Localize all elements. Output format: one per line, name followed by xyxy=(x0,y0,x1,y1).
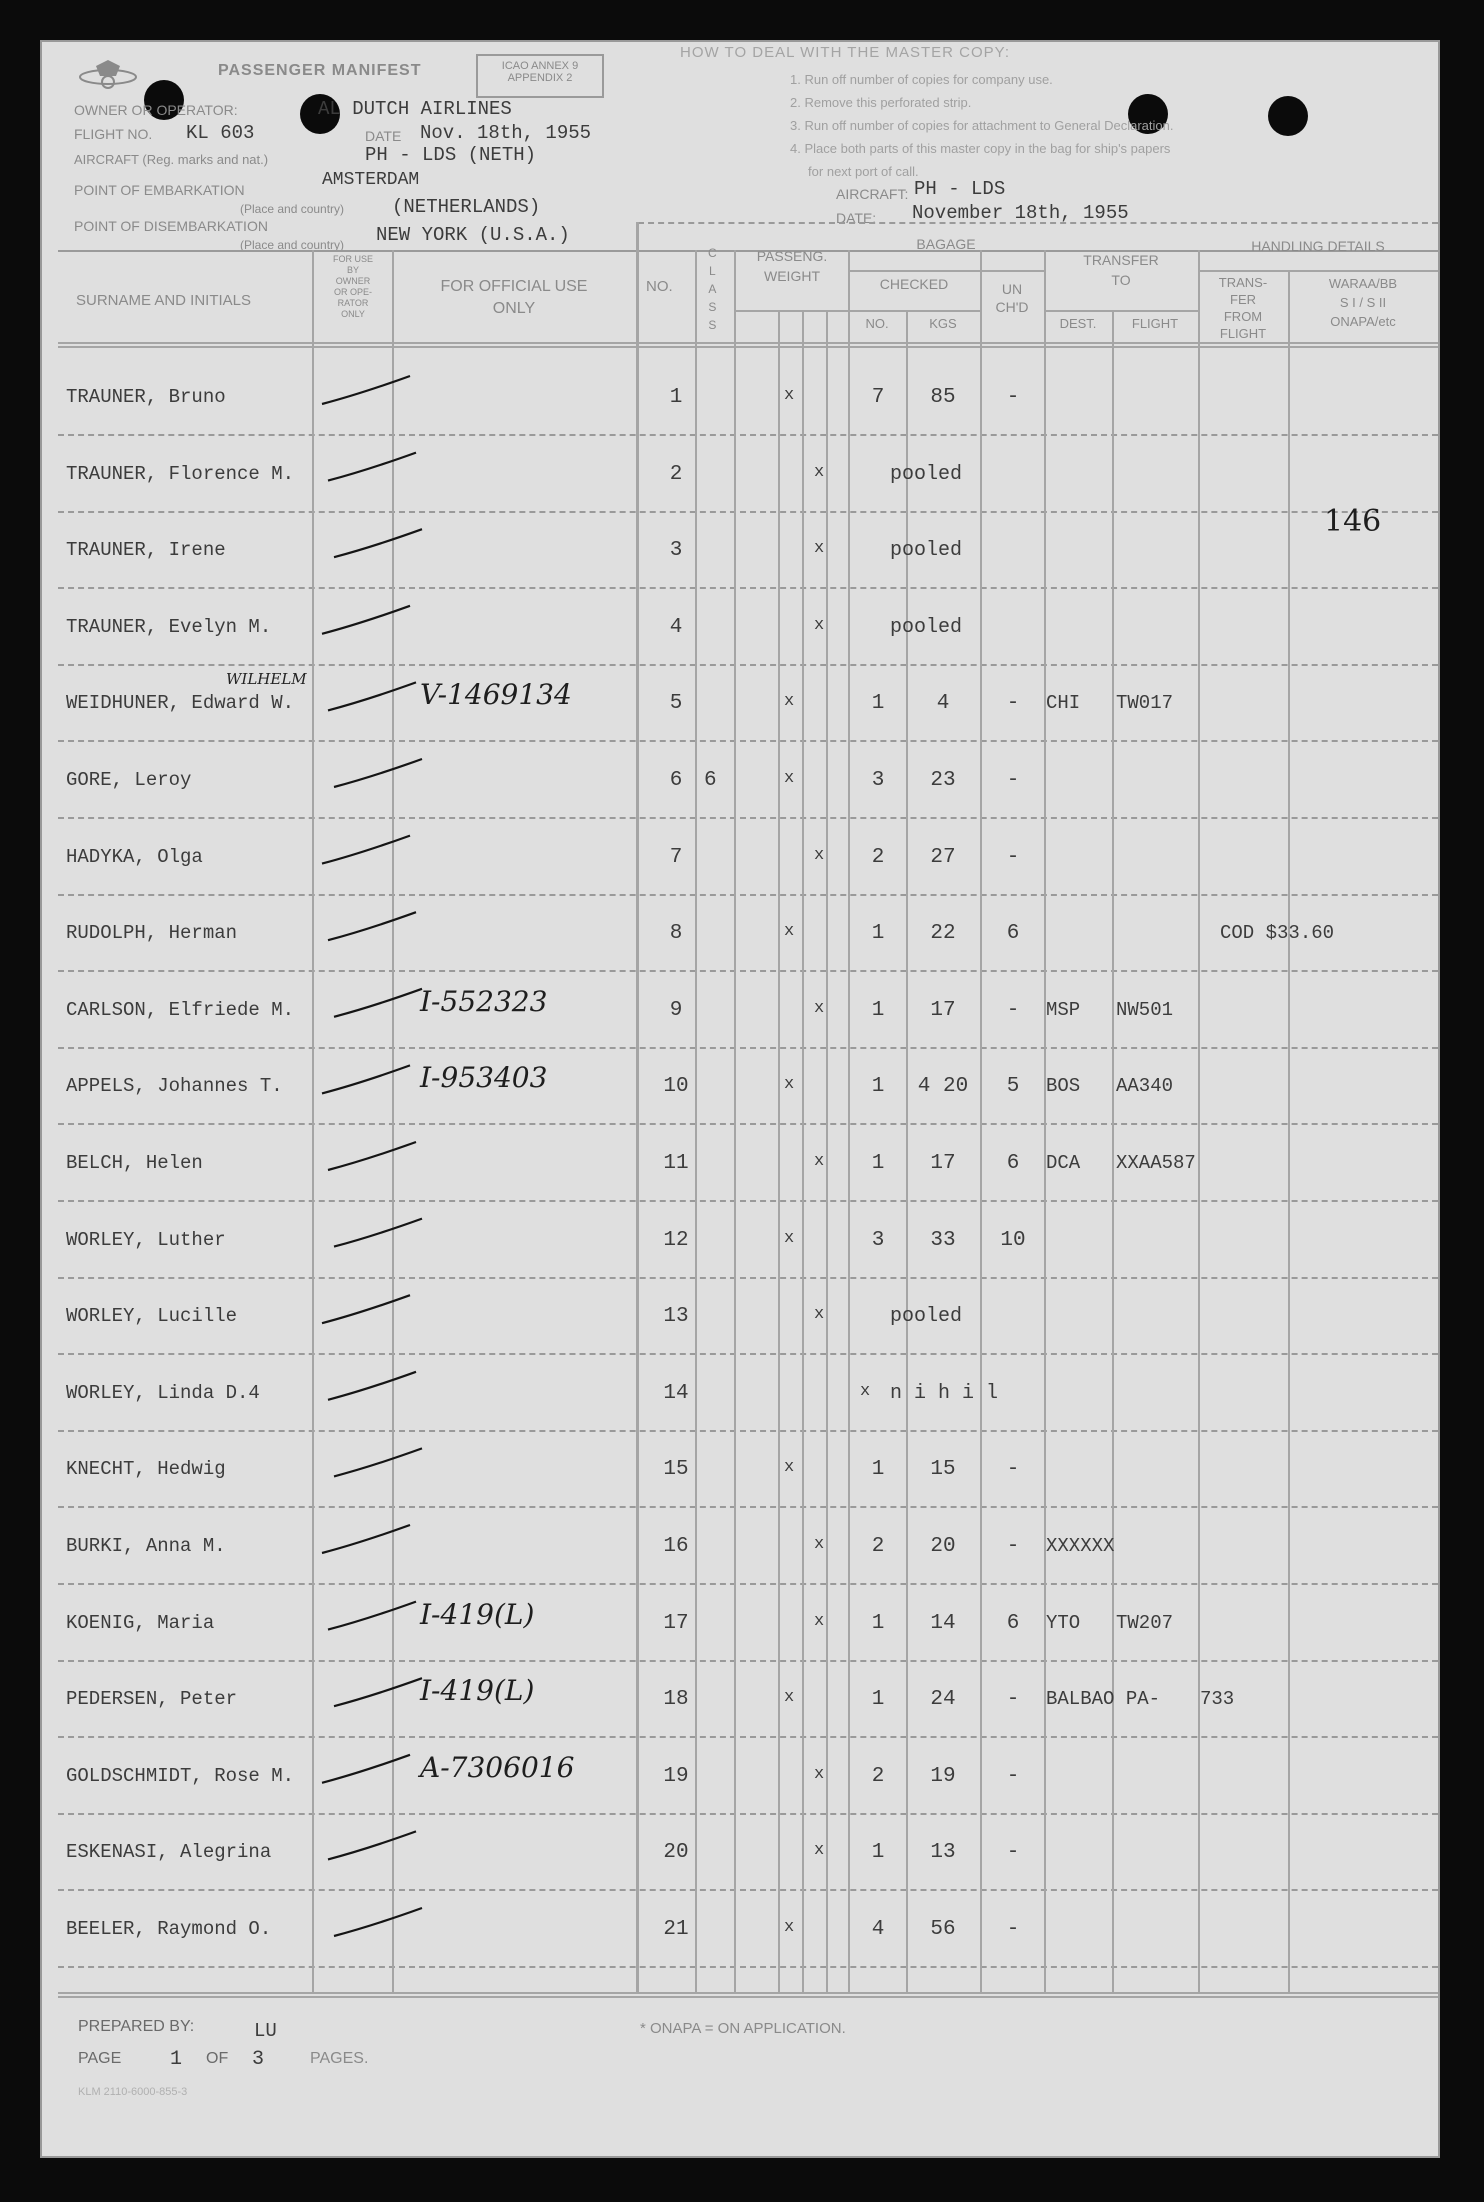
passenger-name: RUDOLPH, Herman xyxy=(66,922,238,945)
header-operator-line: OR OPE- xyxy=(333,287,372,297)
form-title: PASSENGER MANIFEST xyxy=(218,62,422,79)
checkmark-stroke xyxy=(334,1908,422,1936)
passenger-name: APPELS, Johannes T. xyxy=(66,1075,283,1098)
passenger-weight-mark: x xyxy=(784,1688,795,1708)
aircraft-label: AIRCRAFT (Reg. marks and nat.) xyxy=(74,152,269,167)
baggage-count: 3 xyxy=(871,769,885,792)
passenger-name: CARLSON, Elfriede M. xyxy=(66,998,295,1021)
transfer-flight: AA340 xyxy=(1116,1075,1174,1098)
checkmark-stroke xyxy=(322,1065,410,1093)
baggage-unchd: - xyxy=(1006,692,1020,716)
checkmark-stroke xyxy=(328,1831,416,1859)
icao-ref-line: APPENDIX 2 xyxy=(507,72,573,84)
transfer-dest: CHI xyxy=(1046,692,1081,715)
baggage-unchd: - xyxy=(1006,1458,1020,1482)
header-class-letter: A xyxy=(708,282,717,296)
passenger-weight-mark: x xyxy=(814,1764,825,1784)
instruction-item: 1. Run off number of copies for company use. xyxy=(790,72,1053,87)
owner-label: OWNER OR OPERATOR: xyxy=(74,102,238,118)
official-number: I-419(L) xyxy=(420,1674,535,1708)
passenger-no: 20 xyxy=(663,1841,689,1865)
embark-sub: (Place and country) xyxy=(240,202,345,216)
of-value: 3 xyxy=(252,2048,265,2071)
baggage-unchd: 6 xyxy=(1006,1152,1020,1175)
instruction-item: 2. Remove this perforated strip. xyxy=(790,95,972,110)
passenger-weight-mark: x xyxy=(814,615,825,635)
passenger-no: 14 xyxy=(663,1381,689,1405)
header-class-letter: S xyxy=(708,318,717,332)
instr-aircraft-value: PH - LDS xyxy=(914,178,1006,200)
handling-details: COD $33.60 xyxy=(1220,922,1335,945)
checkmark-stroke xyxy=(322,836,410,864)
margin-number: 146 xyxy=(1324,504,1382,539)
baggage-count: 1 xyxy=(871,998,885,1022)
transfer-flight: TW207 xyxy=(1116,1611,1174,1634)
passenger-name: GORE, Leroy xyxy=(66,769,192,791)
baggage-unchd: 5 xyxy=(1006,1075,1020,1099)
baggage-kgs: 23 xyxy=(930,769,956,792)
passenger-no: 10 xyxy=(663,1075,689,1099)
handwritten-checkmarks xyxy=(40,40,1440,2158)
passenger-no: 3 xyxy=(669,539,683,563)
page-value: 1 xyxy=(170,2048,183,2071)
instruction-item: 3. Run off number of copies for attachment to General Declaration. xyxy=(790,118,1174,133)
baggage-pooled: pooled xyxy=(890,615,963,639)
baggage-unchd: 6 xyxy=(1006,1611,1020,1635)
passenger-weight-mark: x xyxy=(814,1535,825,1554)
header-kgs: KGS xyxy=(929,316,957,331)
transfer-dest: DCA xyxy=(1046,1152,1081,1174)
checkmark-stroke xyxy=(334,1448,422,1476)
official-number: A-7306016 xyxy=(420,1750,575,1784)
passenger-no: 4 xyxy=(669,615,683,639)
transfer-flight: 733 xyxy=(1200,1688,1235,1711)
header-operator-line: RATOR xyxy=(337,298,369,308)
header-waraa-line: WARAA/BB xyxy=(1328,276,1398,291)
header-checked: CHECKED xyxy=(879,276,949,292)
baggage-kgs: 27 xyxy=(930,845,956,869)
baggage-count: 2 xyxy=(871,1764,885,1788)
baggage-unchd: - xyxy=(1006,998,1020,1022)
official-number: I-953403 xyxy=(420,1061,548,1095)
official-number: V-1469134 xyxy=(420,678,572,712)
checkmark-stroke xyxy=(322,1525,410,1553)
baggage-count: 4 xyxy=(871,1918,885,1941)
header-flight: FLIGHT xyxy=(1131,316,1179,331)
owner-value: AL DUTCH AIRLINES xyxy=(318,98,512,120)
flight-value: KL 603 xyxy=(186,122,255,144)
baggage-kgs: 19 xyxy=(930,1764,956,1788)
baggage-unchd: 6 xyxy=(1006,922,1020,946)
header-class-letter: S xyxy=(708,300,717,314)
passenger-name: ESKENASI, Alegrina xyxy=(66,1841,272,1864)
header-operator-line: OWNER xyxy=(335,276,371,286)
header-official-line: ONLY xyxy=(492,300,536,317)
checkmark-stroke xyxy=(334,1219,422,1247)
passenger-name: HADYKA, Olga xyxy=(66,845,203,868)
aircraft-value: PH - LDS (NETH) xyxy=(365,144,537,166)
baggage-kgs: 17 xyxy=(930,998,956,1022)
baggage-pooled: n i h i l xyxy=(890,1381,999,1405)
passenger-name: GOLDSCHMIDT, Rose M. xyxy=(66,1764,295,1787)
baggage-count: 1 xyxy=(871,1688,885,1712)
baggage-pooled: pooled xyxy=(890,462,963,486)
passenger-weight-mark: x xyxy=(814,539,825,559)
header-unchd-line: CH'D xyxy=(995,299,1029,315)
baggage-kgs: 22 xyxy=(930,922,956,946)
header-tf-line: FROM xyxy=(1223,309,1263,324)
baggage-count: 3 xyxy=(871,1228,885,1252)
passenger-name: TRAUNER, Evelyn M. xyxy=(66,615,272,638)
passenger-no: 21 xyxy=(663,1918,689,1941)
header-class-letter: L xyxy=(708,264,716,278)
header-surname: SURNAME AND INITIALS xyxy=(76,292,252,309)
baggage-unchd: - xyxy=(1006,1841,1020,1865)
passenger-weight-mark: x xyxy=(814,845,825,865)
transfer-dest: BOS xyxy=(1046,1075,1081,1098)
prepared-value: LU xyxy=(254,2020,277,2042)
baggage-kgs: 56 xyxy=(930,1918,956,1941)
header-tf-line: TRANS- xyxy=(1218,275,1268,290)
passenger-name: BURKI, Anna M. xyxy=(66,1535,226,1557)
checkmark-stroke xyxy=(328,453,416,481)
baggage-kgs: 4 xyxy=(936,692,950,716)
checkmark-stroke xyxy=(328,682,416,710)
checkmark-stroke xyxy=(328,1142,416,1170)
baggage-unchd: - xyxy=(1006,1764,1020,1788)
header-bag-no: NO. xyxy=(865,316,889,331)
header-operator-line: FOR USE xyxy=(332,254,373,264)
prepared-label: PREPARED BY: xyxy=(78,2018,195,2035)
baggage-kgs: 17 xyxy=(930,1152,956,1175)
passenger-name: TRAUNER, Irene xyxy=(66,539,226,562)
baggage-kgs: 20 xyxy=(930,1535,956,1558)
checkmark-stroke xyxy=(334,759,422,787)
baggage-kgs: 13 xyxy=(930,1841,956,1865)
name-correction: WILHELM xyxy=(226,670,307,689)
passenger-no: 9 xyxy=(669,998,683,1022)
date-value: Nov. 18th, 1955 xyxy=(420,122,592,144)
passenger-weight-mark: x xyxy=(784,1918,795,1937)
passenger-no: 6 xyxy=(669,769,683,792)
baggage-unchd: 10 xyxy=(1000,1228,1026,1252)
baggage-unchd: - xyxy=(1006,845,1020,869)
passenger-no: 8 xyxy=(669,922,683,946)
page-label: PAGE xyxy=(78,2050,122,2067)
checkmark-stroke xyxy=(322,1295,410,1323)
checkmark-stroke xyxy=(328,1372,416,1400)
passenger-weight-mark: x xyxy=(814,1305,825,1325)
baggage-count: 2 xyxy=(871,845,885,869)
instruction-item: 4. Place both parts of this master copy in the bag for ship's papers xyxy=(790,141,1171,156)
passenger-name: PEDERSEN, Peter xyxy=(66,1688,238,1711)
transfer-dest: YTO xyxy=(1046,1611,1081,1634)
icao-ref-line: ICAO ANNEX 9 xyxy=(501,60,579,72)
passenger-no: 17 xyxy=(663,1611,689,1635)
passenger-name: KOENIG, Maria xyxy=(66,1611,215,1634)
embark-label: POINT OF EMBARKATION xyxy=(74,182,245,198)
transfer-dest: MSP xyxy=(1046,998,1081,1021)
baggage-count: 1 xyxy=(871,692,885,716)
checkmark-stroke xyxy=(334,1678,422,1706)
baggage-kgs: 85 xyxy=(930,386,956,409)
pages-label: PAGES. xyxy=(310,2050,369,2067)
passenger-name: WEIDHUNER, Edward W. xyxy=(66,692,295,715)
checkmark-stroke xyxy=(328,912,416,940)
passenger-name: KNECHT, Hedwig xyxy=(66,1458,226,1481)
flight-label: FLIGHT NO. xyxy=(74,126,153,142)
baggage-count: 7 xyxy=(871,386,885,409)
form-code: KLM 2110-6000-855-3 xyxy=(78,2086,188,2098)
baggage-count: 1 xyxy=(871,1075,885,1099)
passenger-weight-mark: x xyxy=(814,1841,825,1861)
baggage-pooled: pooled xyxy=(890,1305,963,1329)
instructions-title: HOW TO DEAL WITH THE MASTER COPY: xyxy=(680,44,1010,61)
official-number: I-419(L) xyxy=(420,1597,535,1631)
baggage-kgs: 15 xyxy=(930,1458,956,1482)
passenger-name: BELCH, Helen xyxy=(66,1152,203,1174)
baggage-unchd: - xyxy=(1006,1918,1020,1941)
baggage-count: 1 xyxy=(871,922,885,946)
embark-country: (NETHERLANDS) xyxy=(392,196,541,218)
passenger-no: 18 xyxy=(663,1688,689,1712)
passenger-weight-mark: x xyxy=(814,998,825,1018)
passenger-weight-mark: x xyxy=(784,1458,795,1478)
passenger-no: 7 xyxy=(669,845,683,869)
header-no: NO. xyxy=(646,278,673,295)
checkmark-stroke xyxy=(322,606,410,634)
passenger-weight-mark: x xyxy=(784,769,795,788)
passenger-name: WORLEY, Lucille xyxy=(66,1305,238,1328)
passenger-weight-mark: x xyxy=(784,1075,795,1095)
header-waraa-line: S I / S II xyxy=(1339,295,1387,310)
passenger-name: WORLEY, Luther xyxy=(66,1228,226,1251)
passenger-name: WORLEY, Linda D.4 xyxy=(66,1381,260,1404)
passenger-no: 16 xyxy=(663,1535,689,1558)
passenger-weight-mark: x xyxy=(814,1152,825,1171)
embark-value: AMSTERDAM xyxy=(322,170,420,190)
passenger-no: 13 xyxy=(663,1305,689,1329)
passenger-no: 2 xyxy=(669,462,683,486)
disembark-sub: (Place and country) xyxy=(240,238,345,252)
header-operator-line: BY xyxy=(346,265,359,275)
passenger-weight-mark: x xyxy=(784,386,795,405)
header-bagage: BAGAGE xyxy=(916,236,976,252)
checkmark-stroke xyxy=(334,529,422,557)
header-transfer-line: TRANSFER xyxy=(1083,252,1159,268)
header-official-line: FOR OFFICIAL USE xyxy=(440,278,588,295)
header-waraa-line: ONAPA/etc xyxy=(1330,314,1396,329)
baggage-count: 1 xyxy=(871,1611,885,1635)
baggage-pooled: pooled xyxy=(890,539,963,563)
baggage-count: 1 xyxy=(871,1458,885,1482)
baggage-kgs: 14 xyxy=(930,1611,956,1635)
header-class-letter: C xyxy=(708,246,717,260)
baggage-kgs: 4 20 xyxy=(917,1075,969,1099)
checkmark-stroke xyxy=(328,1602,416,1630)
passenger-weight-mark: x xyxy=(814,462,825,482)
transfer-flight: NW501 xyxy=(1116,998,1174,1021)
checkmark-stroke xyxy=(322,1755,410,1783)
header-unchd-line: UN xyxy=(1001,281,1023,297)
disembark-label: POINT OF DISEMBARKATION xyxy=(74,218,268,234)
header-tf-line: FER xyxy=(1230,292,1256,307)
baggage-unchd: - xyxy=(1006,1535,1020,1558)
baggage-kgs: 24 xyxy=(930,1688,956,1712)
passenger-no: 15 xyxy=(663,1458,689,1482)
disembark-value: NEW YORK (U.S.A.) xyxy=(376,224,570,246)
checkmark-stroke xyxy=(322,376,410,404)
instruction-item: for next port of call. xyxy=(790,164,919,179)
baggage-count: 1 xyxy=(871,1841,885,1865)
header-handling: HANDLING DETAILS xyxy=(1251,238,1385,254)
header-pw-line: PASSENG. xyxy=(756,248,828,264)
transfer-flight: XXAA587 xyxy=(1116,1152,1196,1174)
passenger-no: 1 xyxy=(669,386,683,409)
footer-note: * ONAPA = ON APPLICATION. xyxy=(640,2020,846,2037)
instr-date-value: November 18th, 1955 xyxy=(912,202,1129,224)
passenger-class: 6 xyxy=(704,769,717,792)
passenger-weight-mark: x xyxy=(784,1228,795,1248)
passenger-name: BEELER, Raymond O. xyxy=(66,1918,272,1940)
baggage-unchd: - xyxy=(1006,769,1020,792)
of-label: OF xyxy=(206,2050,229,2067)
instr-aircraft-label: AIRCRAFT: xyxy=(836,186,909,202)
header-operator-line: ONLY xyxy=(341,309,365,319)
header-dest: DEST. xyxy=(1059,316,1097,331)
baggage-unchd: - xyxy=(1006,1688,1020,1712)
instr-date-label: DATE: xyxy=(836,210,877,226)
baggage-unchd: - xyxy=(1006,386,1020,409)
passenger-no: 11 xyxy=(663,1152,689,1175)
baggage-count: 2 xyxy=(871,1535,885,1558)
passenger-name: TRAUNER, Bruno xyxy=(66,386,226,408)
passenger-weight-mark: x xyxy=(784,692,795,712)
header-transfer-line: TO xyxy=(1111,272,1131,288)
baggage-count: 1 xyxy=(871,1152,885,1175)
header-tf-line: FLIGHT xyxy=(1219,326,1267,341)
header-pw-line: WEIGHT xyxy=(764,268,820,284)
passenger-weight-mark: x xyxy=(860,1381,871,1401)
transfer-flight: TW017 xyxy=(1116,692,1174,715)
passenger-no: 5 xyxy=(669,692,683,716)
transfer-dest: BALBAO PA- xyxy=(1046,1688,1161,1711)
transfer-dest: XXXXXX xyxy=(1046,1535,1115,1557)
manifest-sheet xyxy=(40,40,1440,2158)
date-label: DATE xyxy=(365,128,402,144)
passenger-no: 19 xyxy=(663,1764,689,1788)
checkmark-stroke xyxy=(334,989,422,1017)
passenger-weight-mark: x xyxy=(784,922,795,942)
passenger-weight-mark: x xyxy=(814,1611,825,1631)
official-number: I-552323 xyxy=(420,984,548,1018)
baggage-kgs: 33 xyxy=(930,1228,956,1252)
passenger-no: 12 xyxy=(663,1228,689,1252)
passenger-name: TRAUNER, Florence M. xyxy=(66,462,295,485)
